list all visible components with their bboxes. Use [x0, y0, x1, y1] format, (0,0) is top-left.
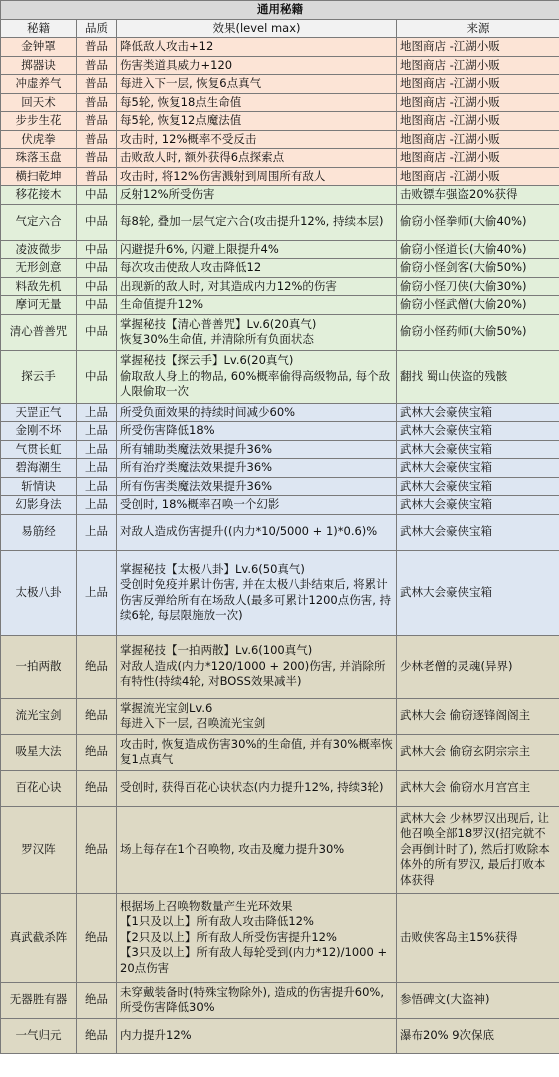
effect-cell: 反射12%所受伤害	[117, 186, 397, 205]
secret-name-cell: 碧海潮生	[1, 459, 77, 478]
table-row	[1, 698, 559, 734]
quality-cell: 普品	[77, 149, 117, 168]
quality-cell: 绝品	[77, 893, 117, 982]
table-row	[1, 806, 559, 893]
effect-cell: 受创时, 18%概率召唤一个幻影	[117, 496, 397, 515]
secret-name-cell: 摩诃无量	[1, 296, 77, 315]
effect-cell: 场上每存在1个召唤物, 攻击及魔力提升30%	[117, 806, 397, 893]
source-cell: 武林大会豪侠宝箱	[397, 403, 559, 422]
table-row	[1, 893, 559, 982]
effect-cell: 所有伤害类魔法效果提升36%	[117, 477, 397, 496]
quality-cell: 中品	[77, 296, 117, 315]
source-cell: 偷窃小怪武僧(大偷20%)	[397, 296, 559, 315]
secret-name-cell: 回天术	[1, 93, 77, 112]
table-row	[1, 635, 559, 698]
secret-name-cell: 百花心诀	[1, 770, 77, 806]
quality-cell: 上品	[77, 459, 117, 478]
quality-cell: 普品	[77, 112, 117, 131]
quality-cell: 普品	[77, 75, 117, 94]
secret-name-cell: 一拍两散	[1, 635, 77, 698]
secret-name-cell: 横扫乾坤	[1, 167, 77, 186]
source-cell: 击败侠客岛主15%获得	[397, 893, 559, 982]
table-row	[1, 550, 559, 635]
quality-cell: 上品	[77, 496, 117, 515]
secret-name-cell: 吸星大法	[1, 734, 77, 770]
effect-cell: 击败敌人时, 额外获得6点探索点	[117, 149, 397, 168]
source-cell: 武林大会豪侠宝箱	[397, 514, 559, 550]
table-title: 通用秘籍	[1, 1, 559, 20]
quality-cell: 上品	[77, 477, 117, 496]
source-cell: 武林大会 偷窃逐锋阁阁主	[397, 698, 559, 734]
secret-name-cell: 无形剑意	[1, 259, 77, 278]
secret-name-cell: 气贯长虹	[1, 440, 77, 459]
table-row	[1, 496, 559, 515]
quality-cell: 绝品	[77, 770, 117, 806]
table-row	[1, 259, 559, 278]
effect-cell: 降低敌人攻击+12	[117, 38, 397, 57]
source-cell: 偷窃小怪刀侠(大偷30%)	[397, 277, 559, 296]
secret-name-cell: 珠落玉盘	[1, 149, 77, 168]
table-row	[1, 296, 559, 315]
source-cell: 地图商店 -江湖小贩	[397, 112, 559, 131]
secret-name-cell: 伏虎拳	[1, 130, 77, 149]
header-quality: 品质	[77, 19, 117, 38]
table-body	[1, 38, 559, 1054]
secret-name-cell: 金钟罩	[1, 38, 77, 57]
effect-cell: 攻击时, 恢复造成伤害30%的生命值, 并有30%概率恢复1点真气	[117, 734, 397, 770]
effect-cell: 受创时, 获得百花心诀状态(内力提升12%, 持续3轮)	[117, 770, 397, 806]
table-row	[1, 459, 559, 478]
table-row	[1, 770, 559, 806]
effect-cell: 掌握秘技【清心普善咒】Lv.6(20真气) 恢复30%生命值, 并清除所有负面状态	[117, 314, 397, 350]
effect-cell: 所有治疗类魔法效果提升36%	[117, 459, 397, 478]
effect-cell: 掌握流光宝剑Lv.6 每进入下一层, 召唤流光宝剑	[117, 698, 397, 734]
secret-name-cell: 无器胜有器	[1, 982, 77, 1018]
source-cell: 地图商店 -江湖小贩	[397, 38, 559, 57]
secret-name-cell: 幻影身法	[1, 496, 77, 515]
table-row	[1, 734, 559, 770]
source-cell: 武林大会 少林罗汉出现后, 让他召唤全部18罗汉(招完就不会再倒计时了), 然后打败除本体外的所有罗汉, 最后打败本体获得	[397, 806, 559, 893]
quality-cell: 中品	[77, 314, 117, 350]
quality-cell: 绝品	[77, 635, 117, 698]
table-row	[1, 403, 559, 422]
effect-cell: 对敌人造成伤害提升((内力*10/5000 + 1)*0.6)%	[117, 514, 397, 550]
table-row	[1, 149, 559, 168]
table-row	[1, 93, 559, 112]
quality-cell: 中品	[77, 259, 117, 278]
table-row	[1, 440, 559, 459]
effect-cell: 伤害类道具威力+120	[117, 56, 397, 75]
effect-cell: 所受负面效果的持续时间减少60%	[117, 403, 397, 422]
source-cell: 武林大会豪侠宝箱	[397, 422, 559, 441]
table-row	[1, 982, 559, 1018]
source-cell: 武林大会豪侠宝箱	[397, 459, 559, 478]
source-cell: 地图商店 -江湖小贩	[397, 93, 559, 112]
source-cell: 地图商店 -江湖小贩	[397, 130, 559, 149]
effect-cell: 所有辅助类魔法效果提升36%	[117, 440, 397, 459]
quality-cell: 绝品	[77, 1018, 117, 1053]
source-cell: 偷窃小怪药师(大偷50%)	[397, 314, 559, 350]
quality-cell: 普品	[77, 130, 117, 149]
secret-name-cell: 凌波微步	[1, 240, 77, 259]
source-cell: 偷窃小怪剑客(大偷50%)	[397, 259, 559, 278]
effect-cell: 攻击时, 12%概率不受反击	[117, 130, 397, 149]
source-cell: 武林大会豪侠宝箱	[397, 550, 559, 635]
secret-name-cell: 一气归元	[1, 1018, 77, 1053]
secret-name-cell: 太极八卦	[1, 550, 77, 635]
secret-name-cell: 金刚不坏	[1, 422, 77, 441]
quality-cell: 绝品	[77, 734, 117, 770]
effect-cell: 攻击时, 将12%伤害溅射到周围所有敌人	[117, 167, 397, 186]
source-cell: 少林老僧的灵魂(异界)	[397, 635, 559, 698]
table-row	[1, 514, 559, 550]
effect-cell: 每8轮, 叠加一层气定六合(攻击提升12%, 持续本层)	[117, 204, 397, 240]
table-row	[1, 38, 559, 57]
effect-cell: 每5轮, 恢复18点生命值	[117, 93, 397, 112]
table-row	[1, 240, 559, 259]
quality-cell: 普品	[77, 93, 117, 112]
effect-cell: 每5轮, 恢复12点魔法值	[117, 112, 397, 131]
effect-cell: 根据场上召唤物数量产生光环效果 【1只及以上】所有敌人攻击降低12% 【2只及以上】所有敌人所受伤害提升12% 【3只及以上】所有敌人每轮受到(内力*12)/1000 +20点伤害	[117, 893, 397, 982]
effect-cell: 闪避提升6%, 闪避上限提升4%	[117, 240, 397, 259]
source-cell: 武林大会豪侠宝箱	[397, 496, 559, 515]
header-effect: 效果(level max)	[117, 19, 397, 38]
effect-cell: 生命值提升12%	[117, 296, 397, 315]
source-cell: 翻找 蜀山侠盗的残骸	[397, 350, 559, 403]
source-cell: 武林大会豪侠宝箱	[397, 477, 559, 496]
effect-cell: 每进入下一层, 恢复6点真气	[117, 75, 397, 94]
source-cell: 偷窃小怪拳师(大偷40%)	[397, 204, 559, 240]
header-source: 来源	[397, 19, 559, 38]
quality-cell: 中品	[77, 240, 117, 259]
secret-name-cell: 流光宝剑	[1, 698, 77, 734]
secret-name-cell: 掷器诀	[1, 56, 77, 75]
quality-cell: 绝品	[77, 982, 117, 1018]
effect-cell: 每次攻击使敌人攻击降低12	[117, 259, 397, 278]
secret-name-cell: 探云手	[1, 350, 77, 403]
table-row	[1, 112, 559, 131]
table-row	[1, 422, 559, 441]
effect-cell: 掌握秘技【探云手】Lv.6(20真气) 偷取敌人身上的物品, 60%概率偷得高级物品, 每个敌人限偷取一次	[117, 350, 397, 403]
source-cell: 地图商店 -江湖小贩	[397, 75, 559, 94]
quality-cell: 中品	[77, 186, 117, 205]
table-row	[1, 277, 559, 296]
quality-cell: 中品	[77, 350, 117, 403]
source-cell: 武林大会 偷窃玄阴宗宗主	[397, 734, 559, 770]
secret-name-cell: 气定六合	[1, 204, 77, 240]
table-row	[1, 204, 559, 240]
quality-cell: 上品	[77, 422, 117, 441]
effect-cell: 所受伤害降低18%	[117, 422, 397, 441]
table-row	[1, 56, 559, 75]
effect-cell: 掌握秘技【太极八卦】Lv.6(50真气) 受创时免疫并累计伤害, 并在太极八卦结束后, 将累计伤害反弹给所有在场敌人(最多可累计1200点伤害, 持续6轮, 每层限施放一次)	[117, 550, 397, 635]
table-row	[1, 75, 559, 94]
table-row	[1, 186, 559, 205]
quality-cell: 普品	[77, 167, 117, 186]
effect-cell: 未穿戴装备时(特殊宝物除外), 造成的伤害提升60%, 所受伤害降低30%	[117, 982, 397, 1018]
quality-cell: 上品	[77, 550, 117, 635]
source-cell: 地图商店 -江湖小贩	[397, 149, 559, 168]
secret-name-cell: 清心普善咒	[1, 314, 77, 350]
secret-name-cell: 天罡正气	[1, 403, 77, 422]
source-cell: 击败镖车强盗20%获得	[397, 186, 559, 205]
secret-name-cell: 真武截杀阵	[1, 893, 77, 982]
quality-cell: 上品	[77, 440, 117, 459]
secret-name-cell: 易筋经	[1, 514, 77, 550]
source-cell: 瀑布20% 9次保底	[397, 1018, 559, 1053]
table-row	[1, 167, 559, 186]
source-cell: 武林大会 偷窃水月宫宫主	[397, 770, 559, 806]
secret-name-cell: 移花接木	[1, 186, 77, 205]
quality-cell: 上品	[77, 403, 117, 422]
secret-name-cell: 冲虚养气	[1, 75, 77, 94]
quality-cell: 普品	[77, 56, 117, 75]
source-cell: 地图商店 -江湖小贩	[397, 167, 559, 186]
table-row	[1, 1018, 559, 1053]
effect-cell: 掌握秘技【一拍两散】Lv.6(100真气) 对敌人造成(内力*120/1000 + 200)伤害, 并消除所有特性(持续4轮, 对BOSS效果减半)	[117, 635, 397, 698]
secret-name-cell: 步步生花	[1, 112, 77, 131]
effect-cell: 内力提升12%	[117, 1018, 397, 1053]
quality-cell: 绝品	[77, 698, 117, 734]
table-row	[1, 350, 559, 403]
table-row	[1, 314, 559, 350]
table-row	[1, 477, 559, 496]
secret-name-cell: 斩情诀	[1, 477, 77, 496]
source-cell: 参悟碑文(大盗神)	[397, 982, 559, 1018]
table-row	[1, 130, 559, 149]
quality-cell: 普品	[77, 38, 117, 57]
quality-cell: 上品	[77, 514, 117, 550]
header-name: 秘籍	[1, 19, 77, 38]
quality-cell: 中品	[77, 277, 117, 296]
effect-cell: 出现新的敌人时, 对其造成内力12%的伤害	[117, 277, 397, 296]
source-cell: 偷窃小怪道长(大偷40%)	[397, 240, 559, 259]
source-cell: 地图商店 -江湖小贩	[397, 56, 559, 75]
quality-cell: 绝品	[77, 806, 117, 893]
quality-cell: 中品	[77, 204, 117, 240]
secret-name-cell: 罗汉阵	[1, 806, 77, 893]
source-cell: 武林大会豪侠宝箱	[397, 440, 559, 459]
secret-name-cell: 料敌先机	[1, 277, 77, 296]
